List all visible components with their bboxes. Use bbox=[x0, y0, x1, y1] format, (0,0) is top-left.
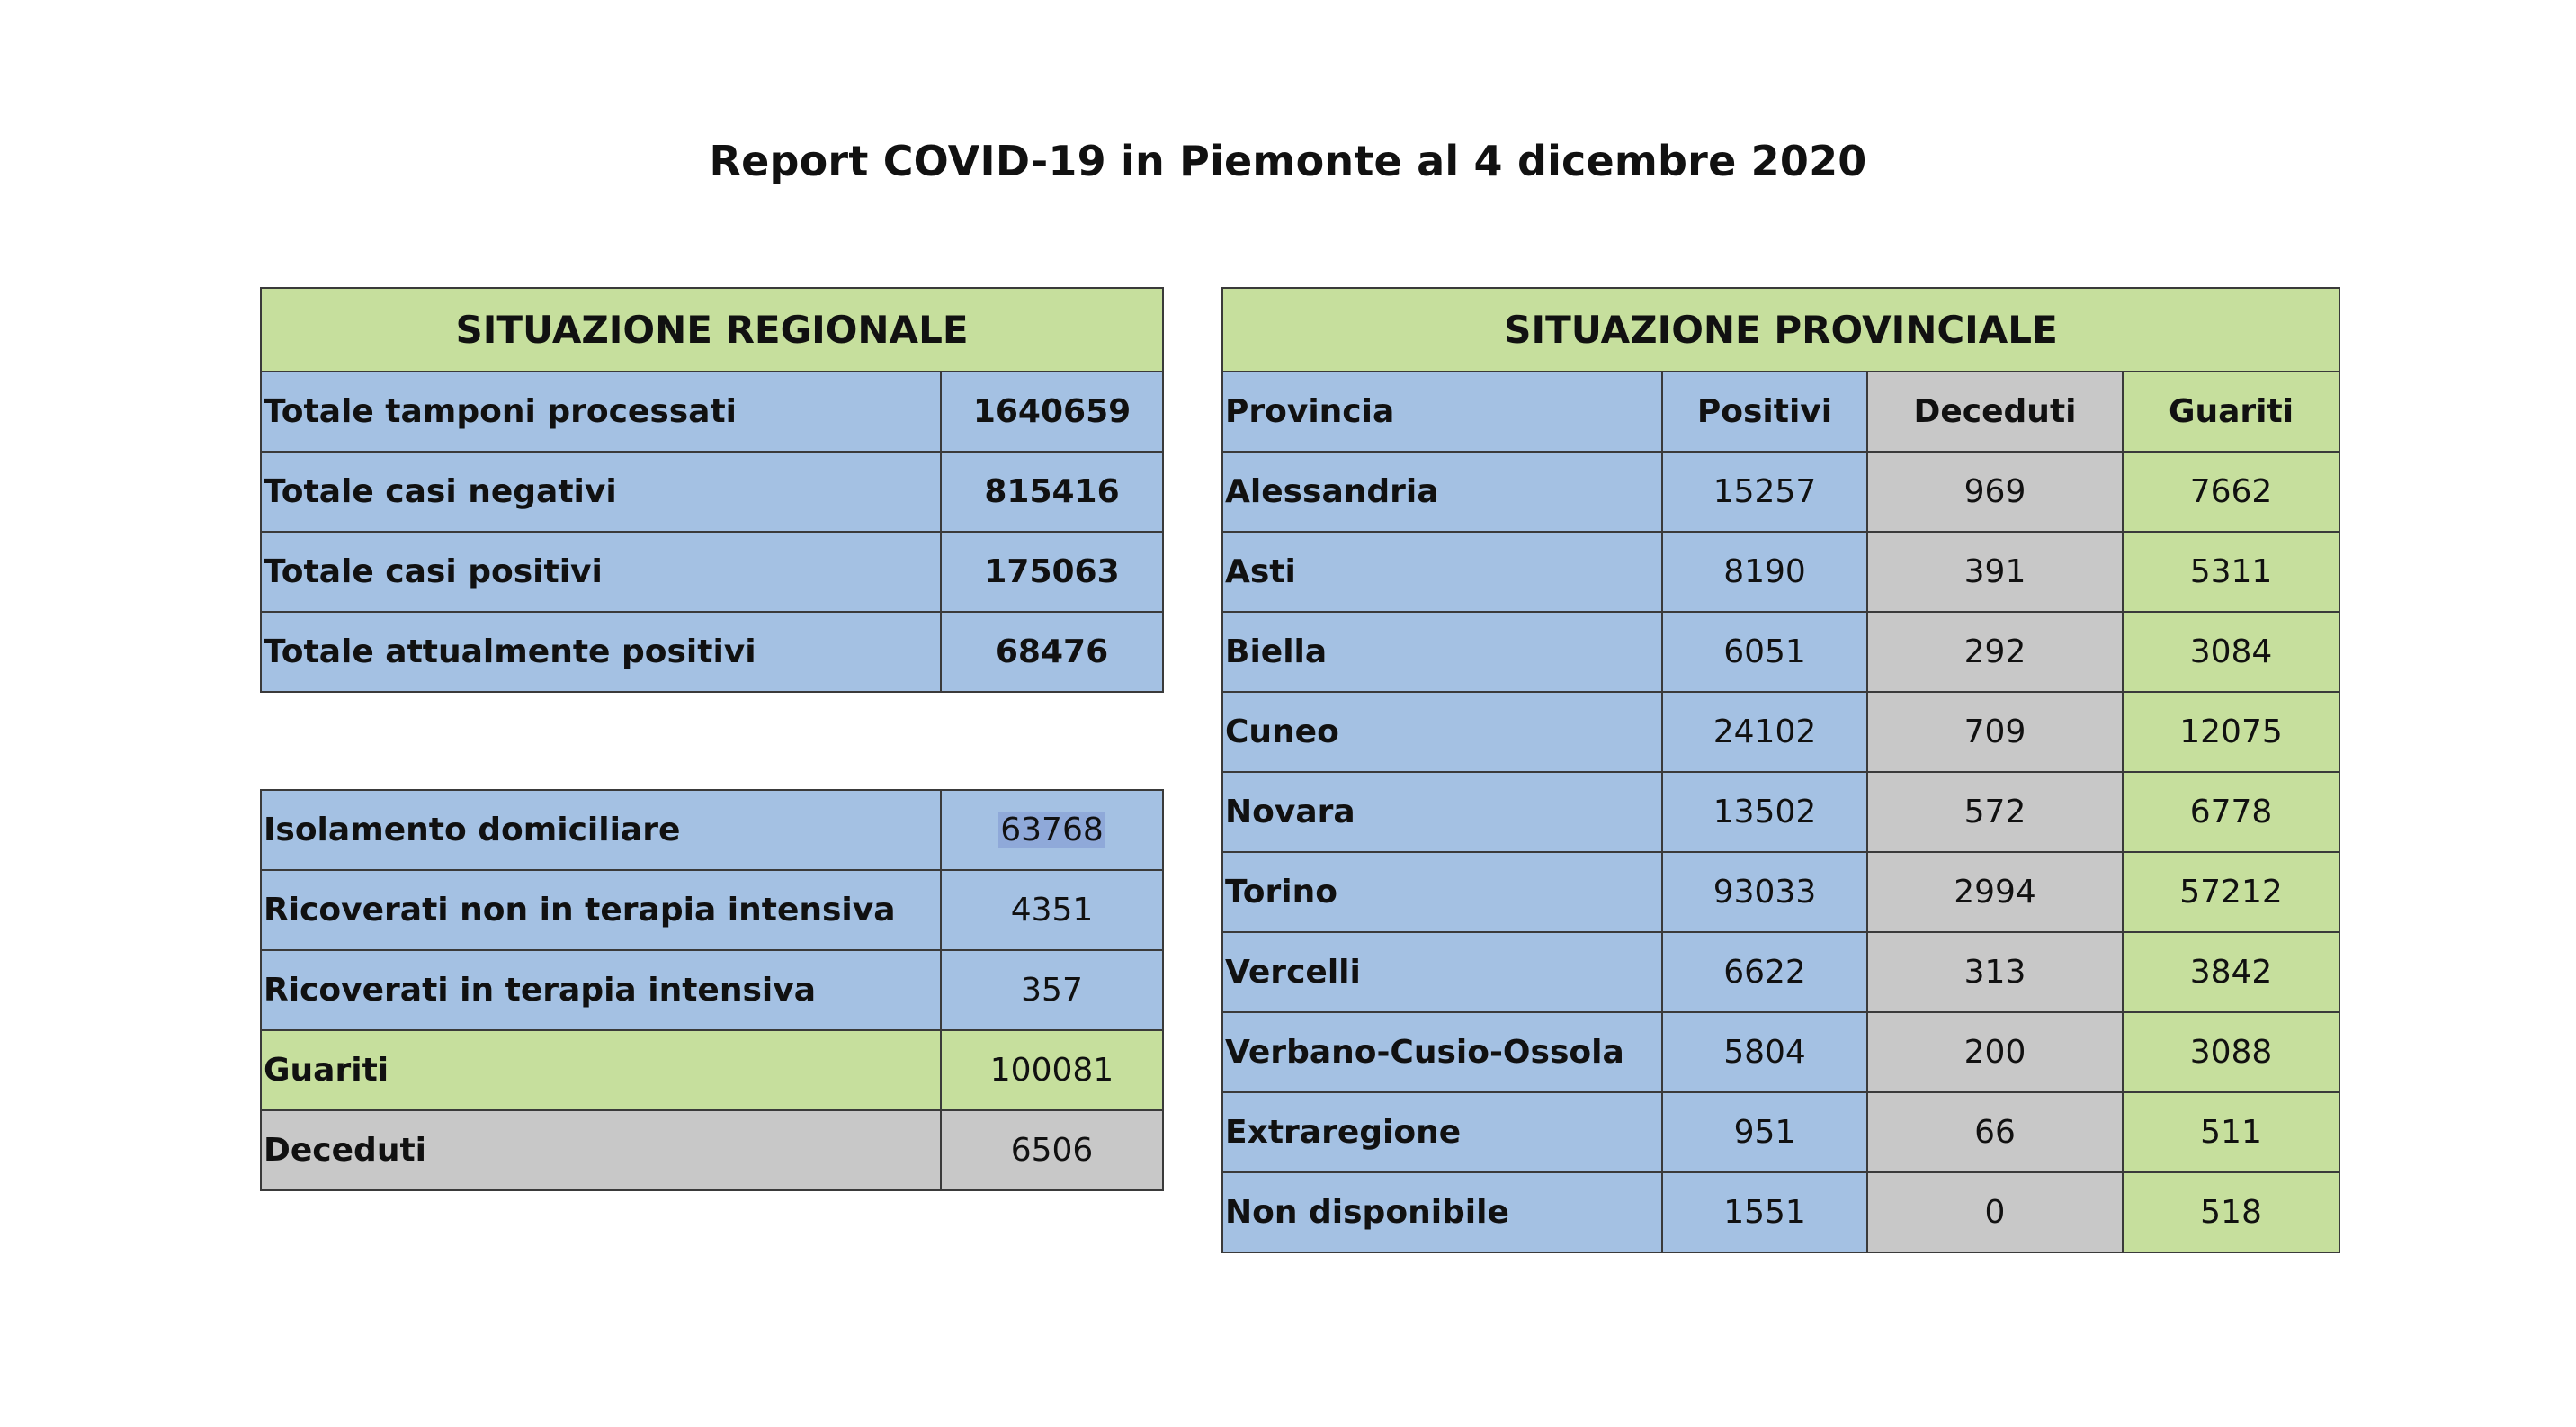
column-header: Positivi bbox=[1662, 372, 1867, 452]
guariti-value: 3088 bbox=[2123, 1012, 2339, 1092]
table-row bbox=[261, 1110, 1163, 1190]
row-value[interactable] bbox=[941, 790, 1163, 870]
positivi-value: 13502 bbox=[1662, 772, 1867, 852]
guariti-value: 3842 bbox=[2123, 932, 2339, 1012]
selected-value[interactable]: 63768 bbox=[1000, 812, 1104, 848]
province-name: Alessandria bbox=[1222, 452, 1662, 532]
province-name: Cuneo bbox=[1222, 692, 1662, 772]
row-label: Totale attualmente positivi bbox=[261, 612, 941, 692]
deceduti-value: 292 bbox=[1867, 612, 2123, 692]
positivi-value: 5804 bbox=[1662, 1012, 1867, 1092]
deceduti-value: 969 bbox=[1867, 452, 2123, 532]
table-row bbox=[1222, 932, 2339, 1012]
table-row bbox=[1222, 772, 2339, 852]
table-row bbox=[261, 452, 1163, 532]
guariti-value: 3084 bbox=[2123, 612, 2339, 692]
row-label: Ricoverati in terapia intensiva bbox=[261, 950, 941, 1030]
column-header: Provincia bbox=[1222, 372, 1662, 452]
row-value: 4351 bbox=[941, 870, 1163, 950]
row-value: 1640659 bbox=[941, 372, 1163, 452]
guariti-value: 57212 bbox=[2123, 852, 2339, 932]
provincial-header: SITUAZIONE PROVINCIALE bbox=[1222, 288, 2339, 372]
province-name: Asti bbox=[1222, 532, 1662, 612]
positivi-value: 15257 bbox=[1662, 452, 1867, 532]
positivi-value: 24102 bbox=[1662, 692, 1867, 772]
positivi-value: 6051 bbox=[1662, 612, 1867, 692]
table-row bbox=[1222, 532, 2339, 612]
row-value: 100081 bbox=[941, 1030, 1163, 1110]
table-row bbox=[261, 372, 1163, 452]
row-label: Totale casi negativi bbox=[261, 452, 941, 532]
row-value: 175063 bbox=[941, 532, 1163, 612]
deceduti-value: 0 bbox=[1867, 1172, 2123, 1252]
row-label: Deceduti bbox=[261, 1110, 941, 1190]
province-name: Verbano-Cusio-Ossola bbox=[1222, 1012, 1662, 1092]
province-name: Torino bbox=[1222, 852, 1662, 932]
positivi-value: 6622 bbox=[1662, 932, 1867, 1012]
guariti-value: 518 bbox=[2123, 1172, 2339, 1252]
column-header-row bbox=[1222, 372, 2339, 452]
regional-summary-table bbox=[260, 287, 1164, 693]
table-row bbox=[1222, 1172, 2339, 1252]
deceduti-value: 200 bbox=[1867, 1012, 2123, 1092]
province-name: Extraregione bbox=[1222, 1092, 1662, 1172]
guariti-value: 6778 bbox=[2123, 772, 2339, 852]
deceduti-value: 709 bbox=[1867, 692, 2123, 772]
positivi-value: 1551 bbox=[1662, 1172, 1867, 1252]
row-label: Guariti bbox=[261, 1030, 941, 1110]
deceduti-value: 391 bbox=[1867, 532, 2123, 612]
table-row bbox=[261, 612, 1163, 692]
province-name: Biella bbox=[1222, 612, 1662, 692]
table-row bbox=[1222, 452, 2339, 532]
regional-details-table bbox=[260, 789, 1164, 1191]
row-value: 357 bbox=[941, 950, 1163, 1030]
row-value: 815416 bbox=[941, 452, 1163, 532]
positivi-value: 951 bbox=[1662, 1092, 1867, 1172]
column-header: Deceduti bbox=[1867, 372, 2123, 452]
row-value: 68476 bbox=[941, 612, 1163, 692]
table-row bbox=[261, 1030, 1163, 1110]
provincial-table bbox=[1221, 287, 2340, 1253]
row-label: Ricoverati non in terapia intensiva bbox=[261, 870, 941, 950]
province-name: Vercelli bbox=[1222, 932, 1662, 1012]
deceduti-value: 2994 bbox=[1867, 852, 2123, 932]
row-value: 6506 bbox=[941, 1110, 1163, 1190]
deceduti-value: 572 bbox=[1867, 772, 2123, 852]
guariti-value: 5311 bbox=[2123, 532, 2339, 612]
table-row bbox=[261, 790, 1163, 870]
deceduti-value: 313 bbox=[1867, 932, 2123, 1012]
regional-header: SITUAZIONE REGIONALE bbox=[261, 288, 1163, 372]
table-row bbox=[261, 870, 1163, 950]
guariti-value: 7662 bbox=[2123, 452, 2339, 532]
province-name: Non disponibile bbox=[1222, 1172, 1662, 1252]
row-label: Isolamento domiciliare bbox=[261, 790, 941, 870]
positivi-value: 8190 bbox=[1662, 532, 1867, 612]
deceduti-value: 66 bbox=[1867, 1092, 2123, 1172]
row-label: Totale tamponi processati bbox=[261, 372, 941, 452]
table-row bbox=[1222, 852, 2339, 932]
table-row bbox=[1222, 1092, 2339, 1172]
table-row bbox=[261, 532, 1163, 612]
guariti-value: 12075 bbox=[2123, 692, 2339, 772]
page-title: Report COVID-19 in Piemonte al 4 dicembre 2020 bbox=[709, 137, 1867, 185]
table-row bbox=[1222, 1012, 2339, 1092]
table-row bbox=[261, 950, 1163, 1030]
province-name: Novara bbox=[1222, 772, 1662, 852]
table-row bbox=[1222, 692, 2339, 772]
guariti-value: 511 bbox=[2123, 1092, 2339, 1172]
positivi-value: 93033 bbox=[1662, 852, 1867, 932]
row-label: Totale casi positivi bbox=[261, 532, 941, 612]
table-row bbox=[1222, 612, 2339, 692]
column-header: Guariti bbox=[2123, 372, 2339, 452]
